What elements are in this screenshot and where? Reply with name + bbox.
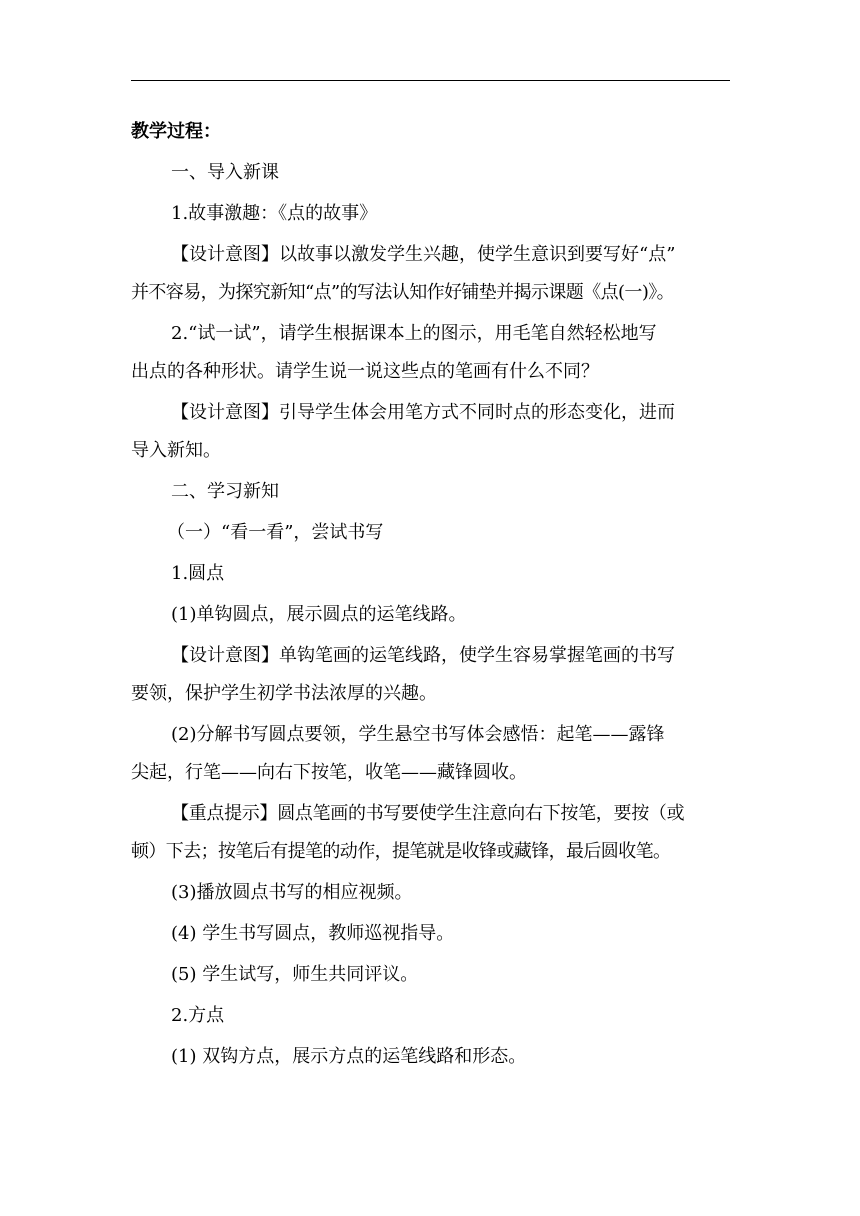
paragraph-line: 2.“试一试”，请学生根据课本上的图示，用毛笔自然轻松地写 (171, 323, 657, 344)
paragraph-line: 尖起，行笔——向右下按笔，收笔——藏锋圆收。 (131, 762, 527, 783)
subsection-title: 1.圆点 (171, 563, 225, 584)
paragraph-line: 并不容易，为探究新知“点”的写法认知作好铺垫并揭示课题《点(一)》。 (131, 282, 675, 303)
design-intent-paragraph (131, 637, 730, 713)
step-item: (4) 学生书写圆点，教师巡视指导。 (171, 923, 455, 944)
paragraph-line: 【设计意图】以故事以激发学生兴趣，使学生意识到要写好“点” (171, 244, 676, 265)
subsection-title: 1.故事激趣：《点的故事》 (171, 203, 378, 224)
subsection-title: 2.方点 (171, 1005, 225, 1026)
paragraph-line: 【设计意图】引导学生体会用笔方式不同时点的形态变化，进而 (171, 402, 675, 423)
design-intent-paragraph (131, 236, 730, 312)
section-title: 二、学习新知 (171, 481, 279, 502)
section-title: 一、导入新课 (171, 162, 279, 183)
paragraph-line: 顿）下去；按笔后有提笔的动作，提笔就是收锋或藏锋，最后圆收笔。 (131, 841, 671, 862)
step-paragraph (131, 716, 730, 792)
paragraph-line: 导入新知。 (131, 440, 221, 461)
header-rule (131, 80, 730, 81)
key-point-paragraph (131, 795, 730, 871)
step-item: (5) 学生试写，师生共同评议。 (171, 964, 419, 985)
design-intent-paragraph (131, 394, 730, 470)
step-item: (1)单钩圆点，展示圆点的运笔线路。 (171, 604, 467, 625)
section-heading: 教学过程： (131, 121, 221, 142)
paragraph-line: 【设计意图】单钩笔画的运笔线路，使学生容易掌握笔画的书写 (171, 645, 675, 666)
step-item: (3)播放圆点书写的相应视频。 (171, 882, 413, 903)
activity-paragraph (131, 315, 730, 391)
document-body (131, 113, 730, 1079)
paragraph-line: (2)分解书写圆点要领，学生悬空书写体会感悟：起笔——露锋 (171, 724, 665, 745)
paragraph-line: 出点的各种形状。请学生说一说这些点的笔画有什么不同？ (131, 361, 599, 382)
paragraph-line: 要领，保护学生初学书法浓厚的兴趣。 (131, 683, 437, 704)
subsection-title: （一）“看一看”，尝试书写 (167, 522, 384, 543)
paragraph-line: 【重点提示】圆点笔画的书写要使学生注意向右下按笔，要按（或 (171, 803, 685, 824)
step-item: (1) 双钩方点，展示方点的运笔线路和形态。 (171, 1046, 527, 1067)
